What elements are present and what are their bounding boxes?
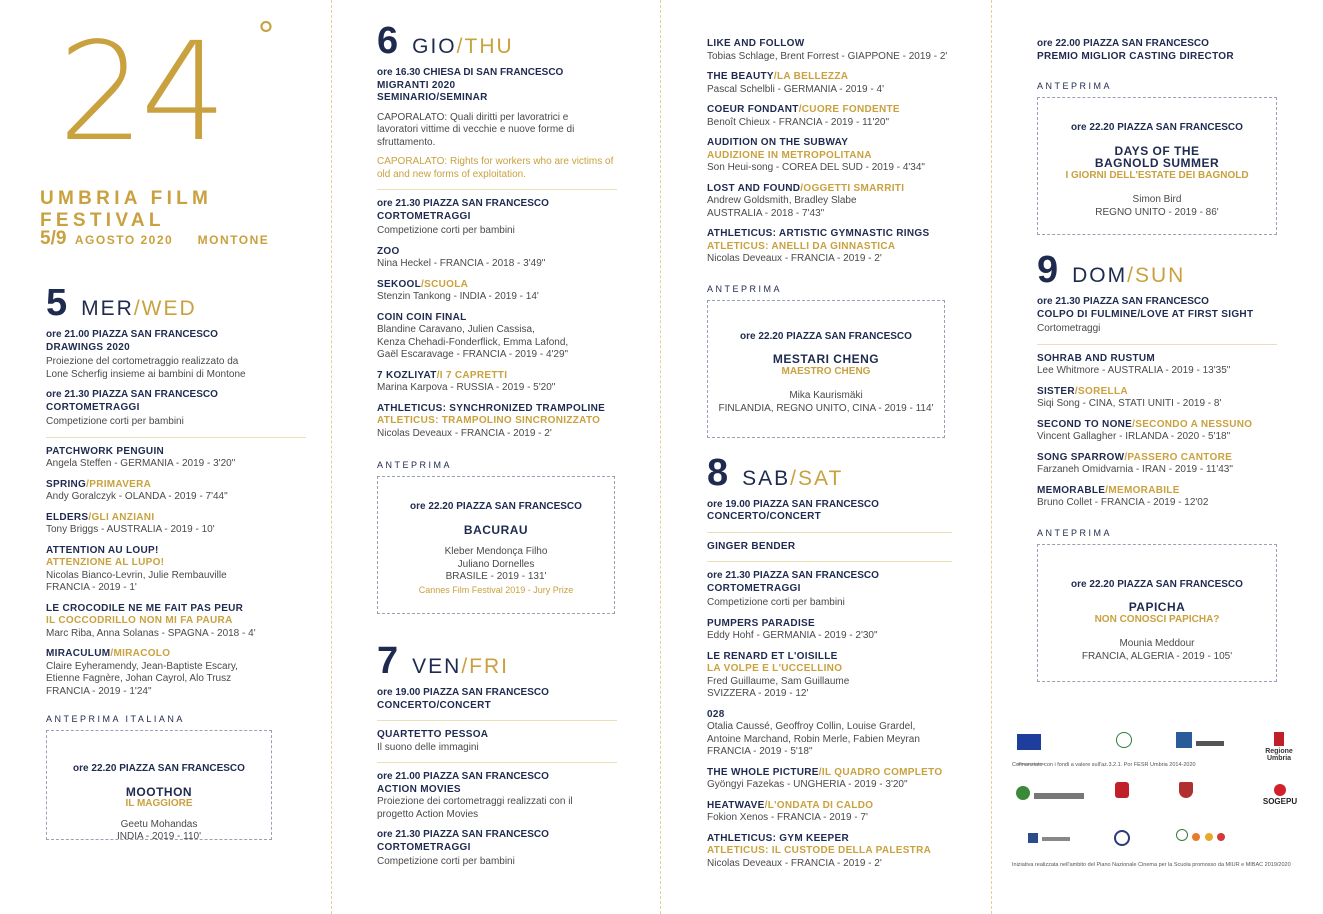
festival-dates: 5/9 AGOSTO 2020 MONTONE [40,228,270,249]
anteprima-label: ANTEPRIMA [377,460,453,470]
film-item: 7 KOZLIYAT/I 7 CAPRETTI Marina Karpova - RUSSIA - 2019 - 5'20" [377,369,556,393]
day-9-header: 9 DOM/SUN [1037,249,1186,291]
film-item: 028 Otalia Caussé, Geoffroy Collin, Louise Grardel, Antoine Marchand, Robin Merle, Fabien Meyran FRANCIA - 2019 - 5'18" [707,708,920,757]
event: ore 21.30 PIAZZA SAN FRANCESCO CORTOMETRAGGI Competizione corti per bambini [46,389,218,427]
film-item: ELDERS/GLI ANZIANI Tony Briggs - AUSTRALIA - 2019 - 10' [46,511,215,535]
anteprima-label: ANTEPRIMA ITALIANA [46,714,185,724]
film-item: SOHRAB AND RUSTUM Lee Whitmore - AUSTRALIA - 2019 - 13'35" [1037,352,1231,376]
column-divider [660,0,661,914]
mibac-logo [1028,830,1072,846]
regione-umbria-logo: Regione Umbria [1254,732,1304,762]
film-item: LE RENARD ET L'OISILLE LA VOLPE E L'UCCELLINO Fred Guillaume, Sam Guillaume SVIZZERA - 2019 - 12' [707,650,850,699]
eu-flag-logo [1017,734,1073,752]
film-item: MEMORABLE/MEMORABILE Bruno Collet - FRANCIA - 2019 - 12'02 [1037,484,1209,508]
film-item: SISTER/SORELLA Siqi Song - CINA, STATI UNITI - 2019 - 8' [1037,385,1222,409]
film-item: ATHLETICUS: ARTISTIC GYMNASTIC RINGS ATLETICUS: ANELLI DA GINNASTICA Nicolas Deveaux - FRANCIA - 2019 - 2' [707,228,930,264]
anteprima-label: ANTEPRIMA [1037,81,1113,91]
column-4 [1037,38,1277,682]
film-item: LOST AND FOUND/OGGETTI SMARRITI Andrew Goldsmith, Bradley Slabe AUSTRALIA - 2018 - 7'43" [707,182,905,219]
provincia-perugia-logo [1112,782,1132,808]
film-item: COIN COIN FINAL Blandine Caravano, Julien Cassisa, Kenza Chehadi-Fonderflick, Emma Lafond, Gaël Escaravage - FRANCIA - 2019 - 4'29" [377,311,569,360]
film-item: PATCHWORK PENGUIN Angela Steffen - GERMANIA - 2019 - 3'20" [46,445,236,469]
day-7-header: 7 VEN/FRI [377,640,509,682]
event: ore 21.30 PIAZZA SAN FRANCESCO CORTOMETRAGGI Competizione corti per bambini [377,198,549,236]
column-divider [331,0,332,914]
anteprima-box: ore 22.20 PIAZZA SAN FRANCESCO BACURAU Kleber Mendonça Filho Juliano Dornelles BRASILE - 2019 - 131' Cannes Film Festival 2019 - Jury Prize [377,476,615,614]
anteprima-box: ore 22.20 PIAZZA SAN FRANCESCO PAPICHA NON CONOSCI PAPICHA? Mounia Meddour FRANCIA, ALGERIA - 2019 - 105' [1037,544,1277,682]
column-2 [377,20,617,877]
funding-note: Cofinanziato con i fondi a valere sull'az.3.2.1. Por FESR Umbria 2014-2020 [1012,762,1196,768]
day-header: 5 MER/WED [46,282,197,324]
anteprima-label: ANTEPRIMA [707,283,783,294]
event: GINGER BENDER [707,540,796,552]
film-item: SEKOOL/SCUOLA Stenzin Tankong - INDIA - 2019 - 14' [377,278,539,302]
film-item: AUDITION ON THE SUBWAY AUDIZIONE IN METROPOLITANA Son Heui-song - COREA DEL SUD - 2019 - 4'34" [707,137,925,173]
sogepu-logo: SOGEPU [1258,784,1302,806]
event: ore 21.30 PIAZZA SAN FRANCESCO COLPO DI FULMINE/LOVE AT FIRST SIGHT Cortometraggi [1037,296,1254,334]
republic-emblem-logo [1108,732,1140,754]
film-item: SONG SPARROW/PASSERO CANTORE Farzaneh Omidvarnia - IRAN - 2019 - 11'43" [1037,451,1233,475]
day-8-header: 8 SAB/SAT [707,451,844,494]
event: ore 21.00 PIAZZA SAN FRANCESCO ACTION MOVIES Proiezione dei cortometraggi realizzati con il progetto Action Movies [377,771,573,820]
comune-montone-logo [1176,782,1196,808]
film-item: THE BEAUTY/LA BELLEZZA Pascal Schelbli - GERMANIA - 2019 - 4' [707,71,884,95]
anteprima-label: ANTEPRIMA [1037,527,1113,538]
anteprima-box: ore 22.20 PIAZZA SAN FRANCESCO MOOTHON IL MAGGIORE Geetu Mohandas INDIA - 2019 - 110' [46,730,272,840]
film-item: LE CROCODILE NE ME FAIT PAS PEUR IL COCCODRILLO NON MI FA PAURA Marc Riba, Anna Solanas - SPAGNA - 2018 - 4' [46,602,256,639]
anteprima-box: ore 22.20 PIAZZA SAN FRANCESCO MESTARI CHENG MAESTRO CHENG Mika Kaurismäki FINLANDIA, REGNO UNITO, CINA - 2019 - 114' [707,300,945,438]
festival-title: UMBRIA FILM FESTIVAL [40,188,213,231]
event: ore 19.00 PIAZZA SAN FRANCESCO CONCERTO/CONCERT [377,687,549,711]
film-item: ATHLETICUS: GYM KEEPER ATLETICUS: IL CUSTODE DELLA PALESTRA Nicolas Deveaux - FRANCIA - 2019 - 2' [707,832,932,869]
edition-number: 24 ° [58,14,274,172]
event: ore 22.00 PIAZZA SAN FRANCESCO PREMIO MIGLIOR CASTING DIRECTOR [1037,38,1234,62]
day-5 [46,282,306,840]
film-item: LIKE AND FOLLOW Tobias Schlage, Brent Forrest - GIAPPONE - 2019 - 2' [707,38,948,62]
gal-alta-umbria-logo [1016,786,1088,808]
event: ore 21.30 PIAZZA SAN FRANCESCO CORTOMETRAGGI Competizione corti per bambini [377,829,549,867]
film-item: PUMPERS PARADISE Eddy Hohf - GERMANIA - 2019 - 2'30" [707,617,878,641]
film-item: ATTENTION AU LOUP! ATTENZIONE AL LUPO! Nicolas Bianco-Levrin, Julie Rembauville FRANCIA - 2019 - 1' [46,544,227,593]
event: ore 16.30 CHIESA DI SAN FRANCESCO MIGRANTI 2020 SEMINARIO/SEMINAR CAPORALATO: Quali diritti per lavoratrici e lavoratori vittime di vecchie e nuove forme di sfruttamento. CAPORALATO: Rights for workers who are victims of old and new forms of exploitation. [377,67,614,180]
event: ore 21.00 PIAZZA SAN FRANCESCO DRAWINGS 2020 Proiezione del cortometraggio realizzato da Lone Scherfig insieme ai bambini di Montone [46,329,246,380]
miur-logo [1176,828,1226,848]
film-item: COEUR FONDANT/CUORE FONDENTE Benoît Chieux - FRANCIA - 2019 - 11'20" [707,104,900,128]
film-item: HEATWAVE/L'ONDATA DI CALDO Fokion Xenos - FRANCIA - 2019 - 7' [707,799,874,823]
film-item: SPRING/PRIMAVERA Andy Goralczyk - OLANDA - 2019 - 7'44" [46,478,228,502]
film-item: MIRACULUM/MIRACOLO Claire Eyheramendy, Jean-Baptiste Escary, Etienne Fagnère, Johan Cayrol, Alo Trusz FRANCIA - 2019 - 1'24" [46,648,238,697]
film-item: SECOND TO NONE/SECONDO A NESSUNO Vincent Gallagher - IRLANDA - 2020 - 5'18" [1037,418,1253,442]
column-3 [707,38,952,878]
day-6-header: 6 GIO/THU [377,20,514,62]
film-item: ATHLETICUS: SYNCHRONIZED TRAMPOLINE ATLETICUS: TRAMPOLINO SINCRONIZZATO Nicolas Deveaux - FRANCIA - 2019 - 2' [377,402,606,439]
footer-note: Iniziativa realizzata nell'ambito del Piano Nazionale Cinema per la Scuola promosso da MIUR e MIBAC 2019/2020 [1012,862,1291,868]
event: ore 19.00 PIAZZA SAN FRANCESCO CONCERTO/CONCERT [707,498,879,522]
event: ore 21.30 PIAZZA SAN FRANCESCO CORTOMETRAGGI Competizione corti per bambini [707,570,879,608]
column-divider [991,0,992,914]
school-logo [1114,830,1132,848]
por-fesr-logo [1176,732,1226,752]
film-item: ZOO Nina Heckel - FRANCIA - 2018 - 3'49" [377,245,546,269]
event: QUARTETTO PESSOA Il suono delle immagini [377,729,489,753]
anteprima-box: ore 22.20 PIAZZA SAN FRANCESCO DAYS OF THE BAGNOLD SUMMER I GIORNI DELL'ESTATE DEI BAGNOLD Simon Bird REGNO UNITO - 2019 - 86' [1037,97,1277,235]
film-item: THE WHOLE PICTURE/IL QUADRO COMPLETO Gyöngyi Fazekas - UNGHERIA - 2019 - 3'20" [707,766,943,790]
